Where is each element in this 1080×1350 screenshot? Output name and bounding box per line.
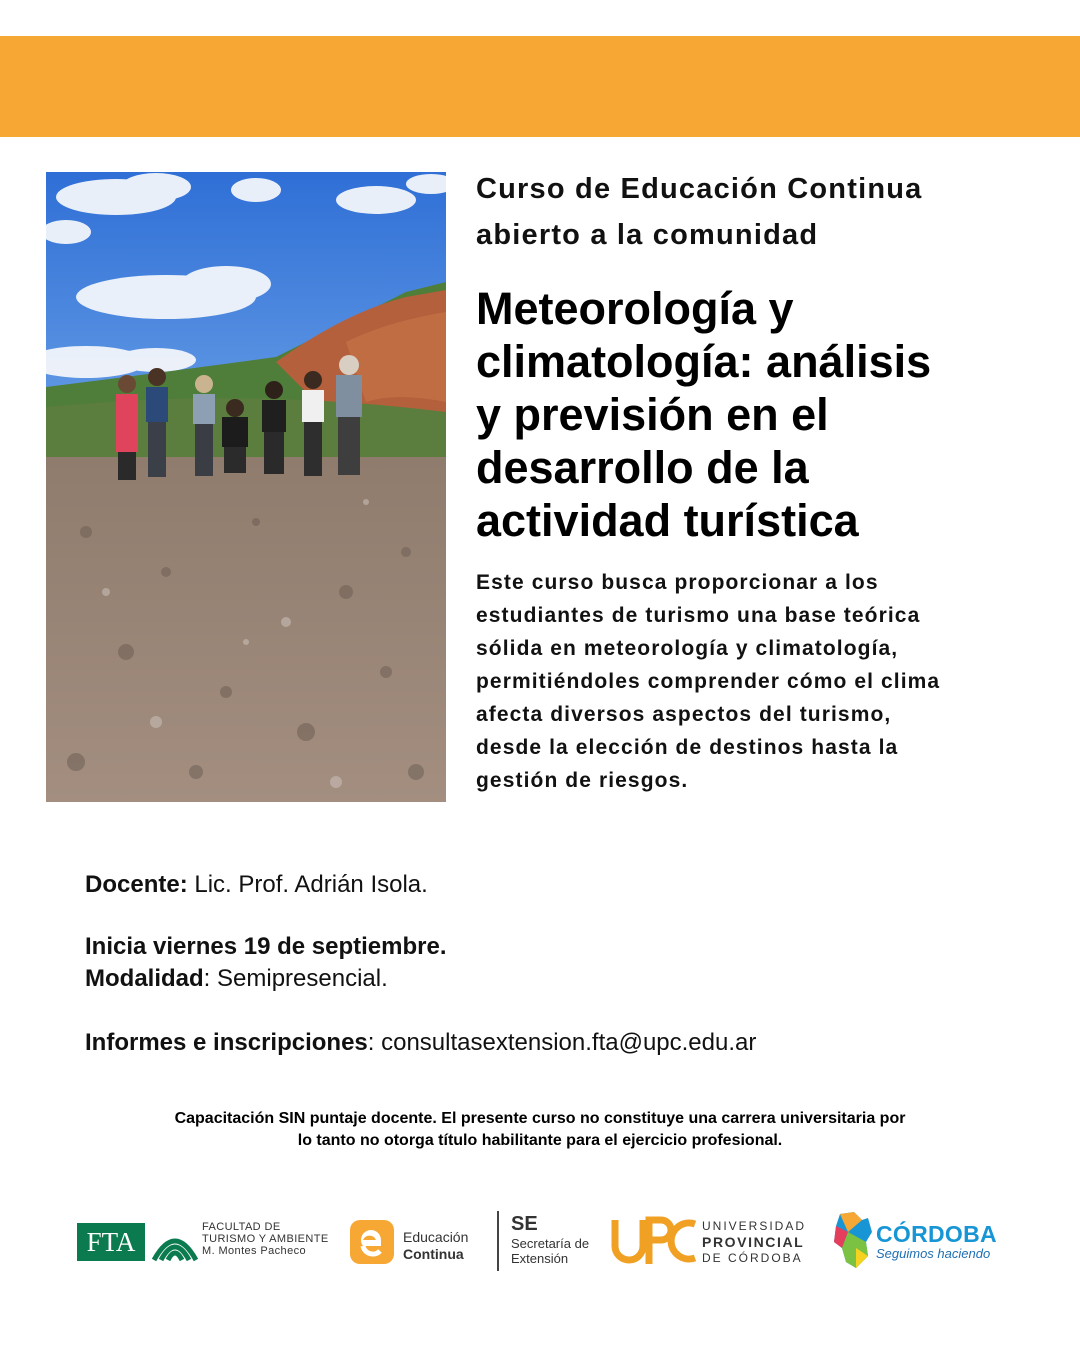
top-accent-bar xyxy=(0,36,1080,137)
fta-logo-box: FTA xyxy=(77,1223,145,1261)
modalidad-label: Modalidad xyxy=(85,965,204,992)
upc-monogram-icon xyxy=(611,1216,697,1266)
disclaimer-line: Capacitación SIN puntaje docente. El presente curso no constituye una carrera universitaria por xyxy=(174,1110,906,1127)
photo-illustration xyxy=(46,172,446,802)
docente-value: Lic. Prof. Adrián Isola. xyxy=(187,871,428,898)
secretaria-extension-logo xyxy=(511,1212,589,1266)
docente-line xyxy=(85,868,428,901)
kicker-line: abierto a la comunidad xyxy=(476,219,819,251)
ec-line: Continua xyxy=(403,1246,464,1262)
description-line: Este curso busca proporcionar a los xyxy=(476,571,879,594)
disclaimer-line: lo tanto no otorga título habilitante para el ejercicio profesional. xyxy=(297,1132,783,1149)
description-line: afecta diversos aspectos del turismo, xyxy=(476,703,892,726)
description-line: desde la elección de destinos hasta la xyxy=(476,736,899,759)
cordoba-logo-text xyxy=(876,1222,997,1262)
fta-line: FACULTAD DE xyxy=(202,1221,281,1233)
fta-logo-text xyxy=(202,1221,329,1257)
fta-line: M. Montes Pacheco xyxy=(202,1245,307,1257)
description-line: gestión de riesgos. xyxy=(476,769,689,792)
description-line: permitiéndoles comprender cómo el clima xyxy=(476,670,941,693)
modalidad-line xyxy=(85,962,388,995)
se-line: Extensión xyxy=(511,1251,569,1266)
cordoba-map-icon xyxy=(832,1212,872,1268)
se-line: Secretaría de xyxy=(511,1236,590,1251)
upc-line: DE CÓRDOBA xyxy=(702,1251,803,1265)
cordoba-name: CÓRDOBA xyxy=(876,1221,997,1247)
upc-logo-text xyxy=(702,1218,806,1266)
upc-line: PROVINCIAL xyxy=(702,1234,805,1250)
informes-email[interactable]: : consultasextension.fta@upc.edu.ar xyxy=(367,1029,757,1056)
inicio-text: Inicia viernes 19 de septiembre. xyxy=(85,933,447,960)
title-line: y previsión en el xyxy=(476,389,829,440)
inicio-line xyxy=(85,930,447,963)
fta-arcs-icon xyxy=(152,1220,198,1262)
ec-line: Educación xyxy=(403,1229,469,1245)
se-abbr: SE xyxy=(511,1213,538,1235)
description-line: sólida en meteorología y climatología, xyxy=(476,637,899,660)
course-title xyxy=(476,282,1056,547)
course-kicker xyxy=(476,166,1056,258)
kicker-line: Curso de Educación Continua xyxy=(476,173,923,205)
cordoba-tagline: Seguimos haciendo xyxy=(876,1246,991,1261)
fta-line: TURISMO Y AMBIENTE xyxy=(202,1233,329,1245)
upc-line: UNIVERSIDAD xyxy=(702,1219,807,1233)
title-line: Meteorología y xyxy=(476,283,794,334)
educacion-continua-e-icon xyxy=(350,1220,394,1264)
title-line: climatología: análisis xyxy=(476,336,932,387)
course-description xyxy=(476,566,1066,797)
docente-label: Docente: xyxy=(85,871,188,898)
informes-label: Informes e inscripciones xyxy=(85,1029,368,1056)
modalidad-value: : Semipresencial. xyxy=(203,965,388,992)
title-line: actividad turística xyxy=(476,495,859,546)
informes-line xyxy=(85,1026,756,1059)
title-line: desarrollo de la xyxy=(476,442,809,493)
disclaimer xyxy=(90,1108,990,1152)
course-photo xyxy=(46,172,446,802)
educacion-continua-text xyxy=(403,1229,468,1263)
logo-divider xyxy=(497,1211,499,1271)
description-line: estudiantes de turismo una base teórica xyxy=(476,604,921,627)
